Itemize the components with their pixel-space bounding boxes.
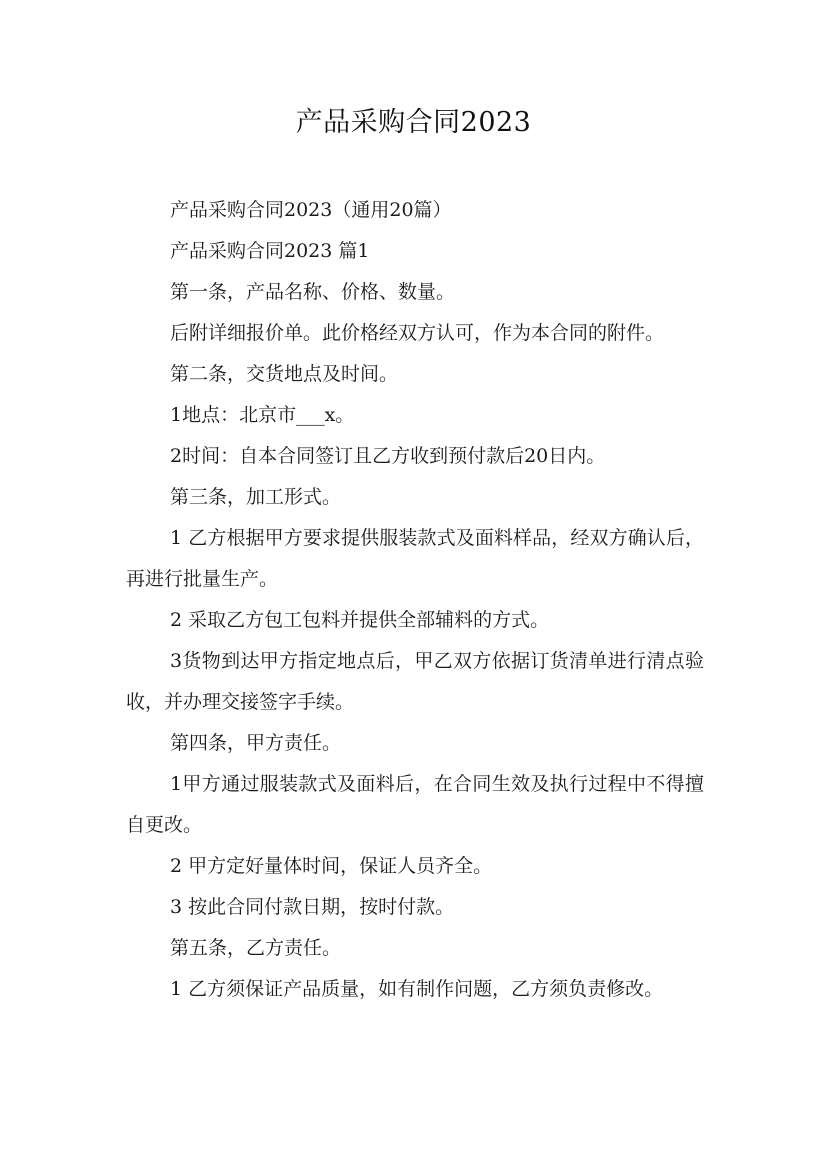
document-title: 产品采购合同2023 — [295, 107, 532, 138]
paragraph: 第一条，产品名称、价格、数量。 — [170, 281, 456, 303]
paragraph: 2时间：自本合同签订且乙方收到预付款后20日内。 — [170, 445, 606, 467]
paragraph: 2 甲方定好量体时间，保证人员齐全。 — [170, 855, 493, 877]
paragraph: 后附详细报价单。此价格经双方认可，作为本合同的附件。 — [170, 322, 665, 344]
paragraph: 产品采购合同2023 篇1 — [170, 240, 370, 262]
paragraph: 1地点：北京市___x。 — [170, 404, 355, 426]
paragraph: 1 乙方须保证产品质量，如有制作问题，乙方须负责修改。 — [170, 978, 664, 1000]
paragraph: 1甲方通过服装款式及面料后，在合同生效及执行过程中不得擅自更改。 — [126, 773, 704, 836]
paragraph: 第五条，乙方责任。 — [170, 937, 342, 959]
paragraph: 3 按此合同付款日期，按时付款。 — [170, 896, 455, 918]
paragraph: 第二条，交货地点及时间。 — [170, 363, 399, 385]
document-body — [126, 190, 704, 1010]
paragraph: 2 采取乙方包工包料并提供全部辅料的方式。 — [170, 609, 550, 631]
paragraph: 产品采购合同2023（通用20篇） — [170, 199, 452, 221]
paragraph: 第三条，加工形式。 — [170, 486, 342, 508]
paragraph: 1 乙方根据甲方要求提供服装款式及面料样品，经双方确认后，再进行批量生产。 — [126, 527, 704, 590]
paragraph: 第四条，甲方责任。 — [170, 732, 342, 754]
paragraph: 3货物到达甲方指定地点后，甲乙双方依据订货清单进行清点验收，并办理交接签字手续。 — [126, 650, 704, 713]
